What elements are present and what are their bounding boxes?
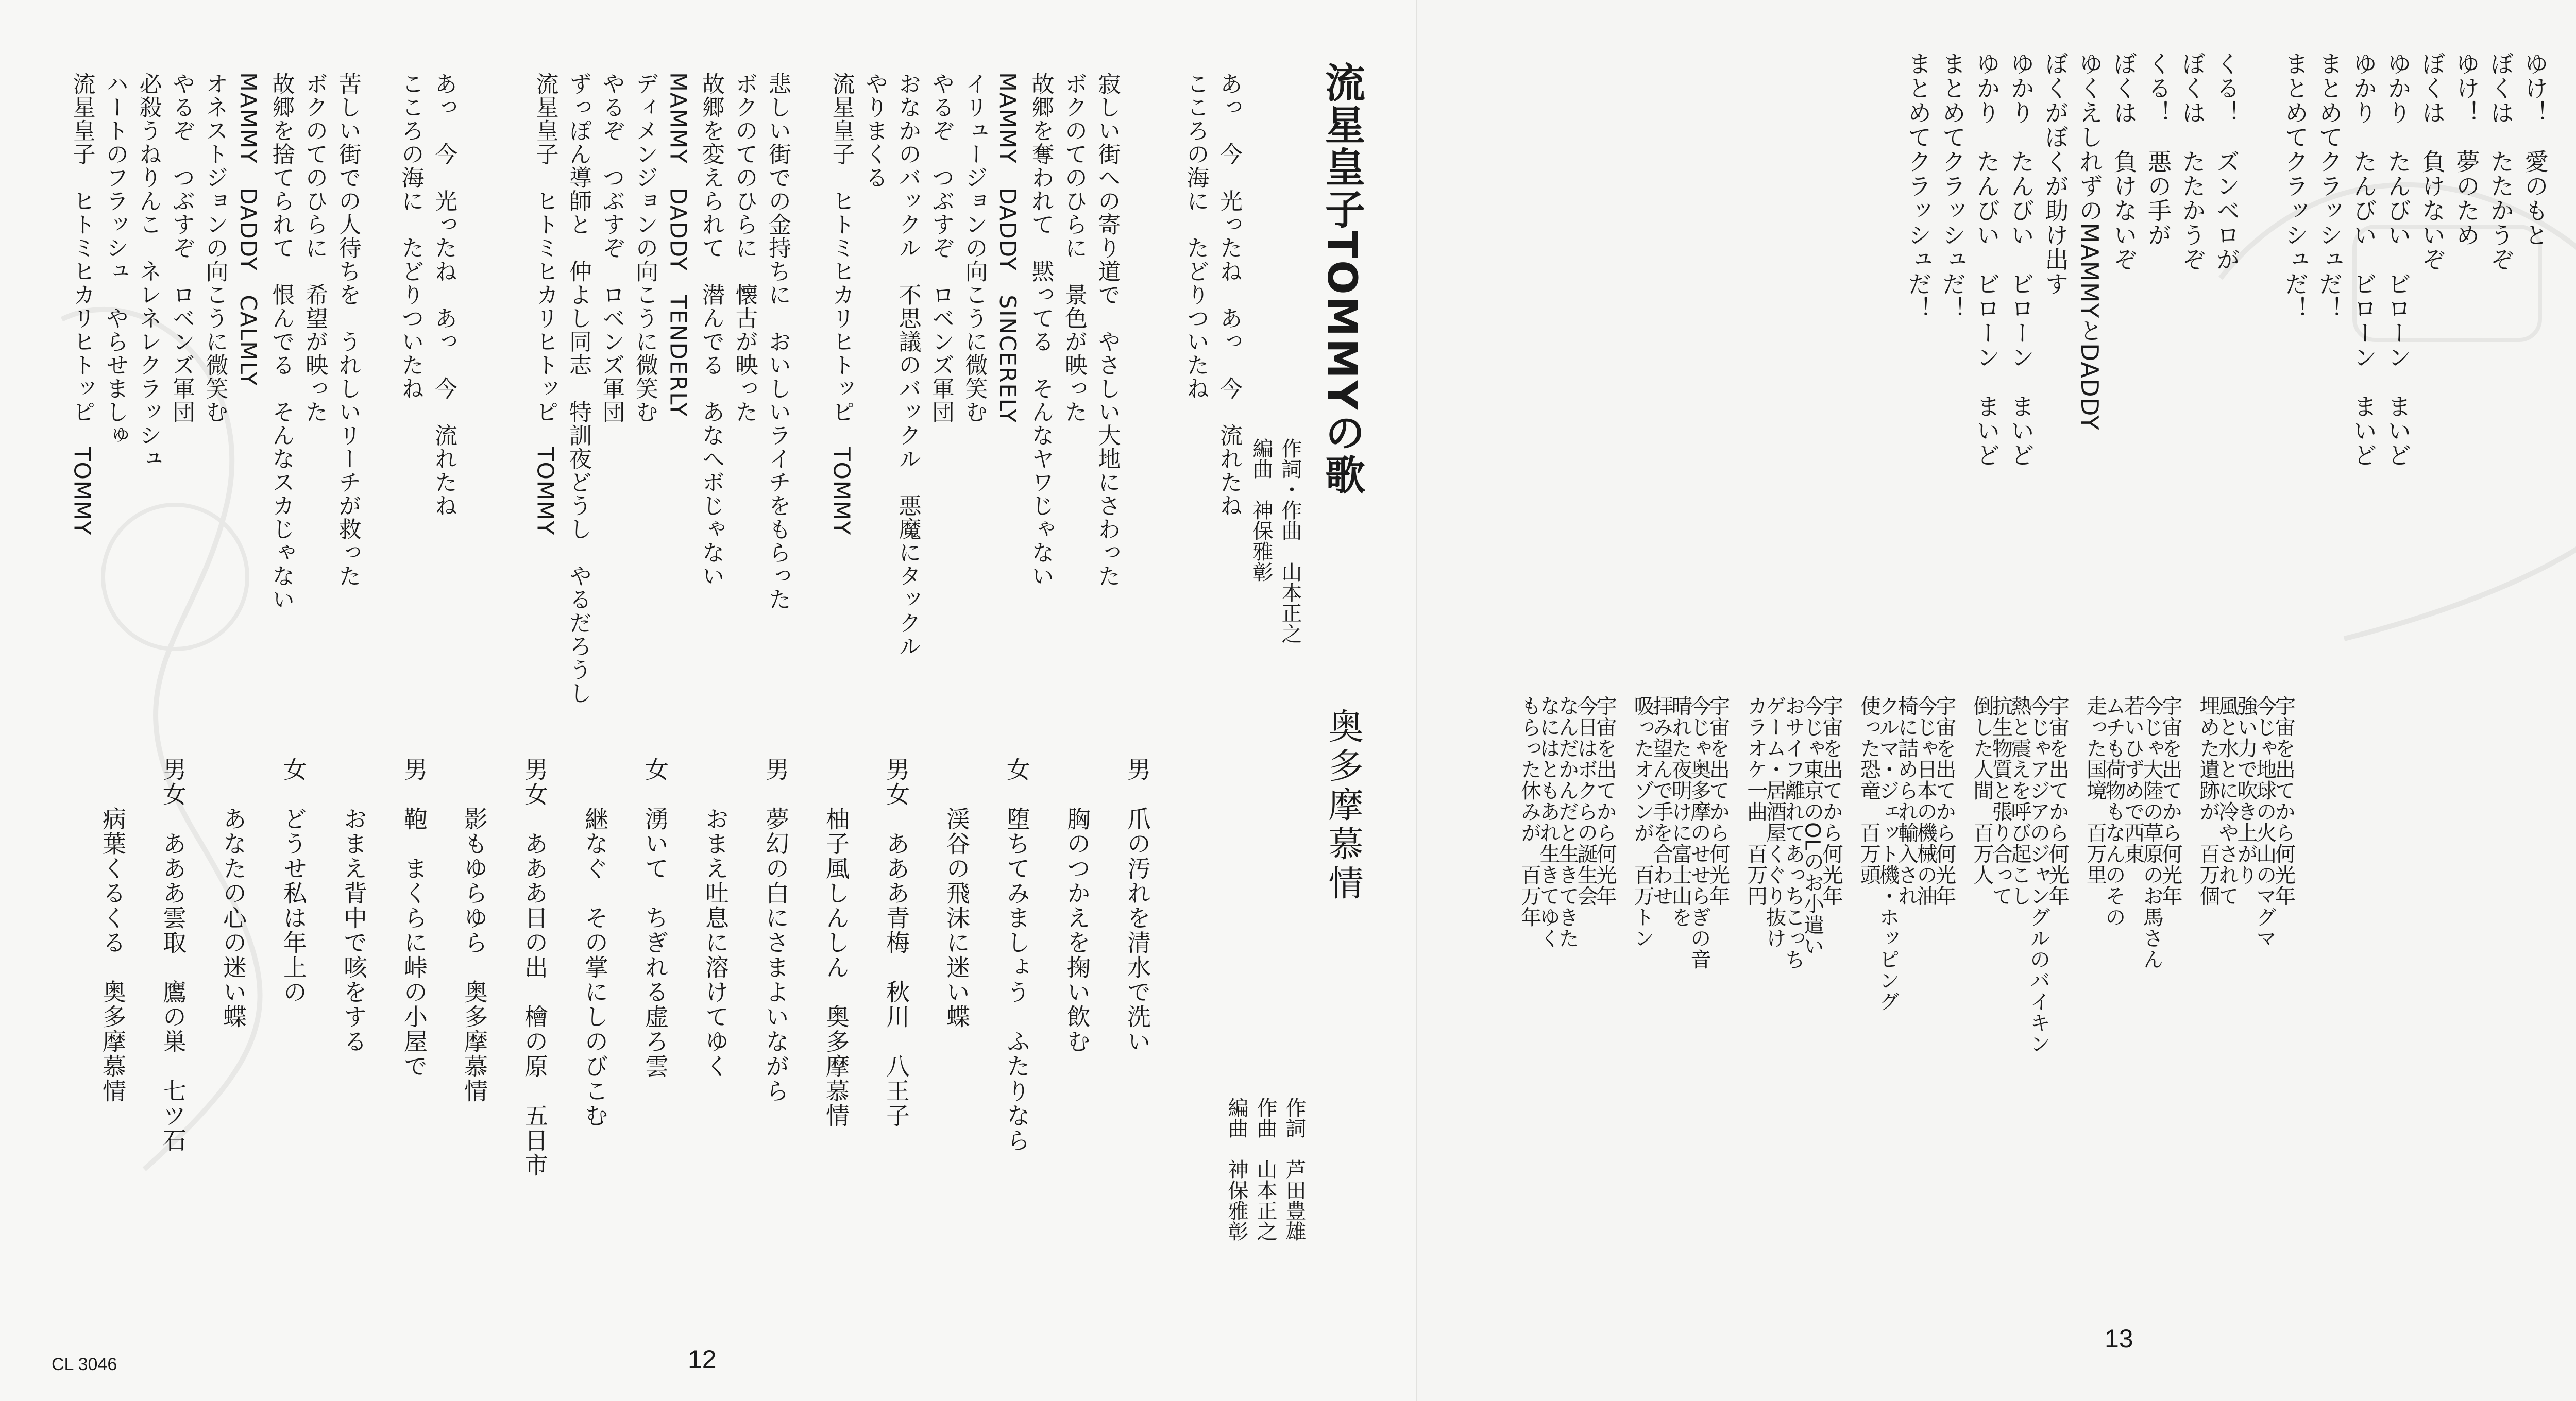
catalog-code-left: CL 3046 [52, 1355, 117, 1374]
song-credit-okutama: 作詞 芦田豊雄 作曲 山本正之 編曲 神保雅彰 [1225, 1097, 1306, 1241]
lyrics-okutama: 男 爪の汚れを清水で洗い 胸のつかえを掬い飲む 女 堕ちてみましょう ふたりなら 渓谷の飛沫に迷い蝶 男女 あああ青梅 秋川 八王子 柚子風しんしん 奥多摩慕情 男 夢幻の白にさまよいながら おまえ吐息に溶けてゆく 女 湧いて ちぎれる虚ろ雲 継なぐ その掌にしのびこむ 男女 あああ日の出 檜の原 五日市 影もゆらゆら 奥多摩慕情 男 鞄 まくらに峠の小屋で おまえ背中で咳をする 女 どうせ私は年上の あなたの心の迷い蝶 男女 あああ雲取 鷹の巣 七ツ石 病葉くるくる 奥多摩慕情 [99, 757, 1151, 1177]
lyrics-verse-4: あっ 今 光ったね あっ 今 流れたね こころの海に たどりついたね [397, 72, 457, 518]
lyrics-tommy-march: ゆけ！ 愛のもと ぼくは たたかうぞ ゆけ！ 夢のため ぼくは 負けないぞ ゆかり たんびい ビローン まいど ゆかり たんびい ビローン まいど まとめてクラッシュだ！ まとめてクラッシュだ！ くる！ ズンベロが ぼくは たたかうぞ くる！ 悪の手が ぼくは 負けないぞ ゆくえしれずのMAMMYとDADDY ぼくがぼくが助け出す ゆかり たんびい ビローン まいど ゆかり たんびい ビローン まいど まとめてクラッシュだ！ まとめてクラッシュだ！ [1904, 52, 2549, 468]
lyrics-verse-2: 寂しい街への寄り道で やさしい大地にさわった ボクのてのひらに 景色が映った 故郷を奪われて 黙ってる そんなヤワじゃない MAMMY DADDY SINCERELY イリュージョンの向こうに微笑む やるぞ つぶすぞ ロベンズ軍団 おなかのバックル 不思議のバックル 悪魔にタックル やりまくる 流星皇子 ヒトミヒカリヒトッピ TOMMY [828, 72, 1121, 658]
lyrics-verse-1: あっ 今 光ったね あっ 今 流れたね こころの海に たどりついたね [1182, 72, 1242, 518]
lyrics-hyakumanbushi: 宇宙を出てから何光年 今じゃ地球の火山のマグマ 強い力で吹き上がり 風と水とに冷やされて 埋めた遺跡が 百万個 宇宙を出てから何光年 今じゃ大陸の草原のお馬さん 若いひずめで西東 ムチも荷物もなんのその 走った国境 百万里 宇宙を出てから何光年 今じゃアジアのジャングルのバイキン 熱と震えを呼び起こし 抗生物質と張り合って 倒した人間 百万人 宇宙を出てから何光年 今じゃ日本の機械の油 椅に詰められ輸入され クルマ・ジェット機・ホッピング 使った恐竜 百万頭 宇宙を出てから何光年 今じゃ東京のOLのお小遣い おサイフ離れてあっちこっち ゲーム・居酒屋くぐり抜け カラオケ一曲 百万円 宇宙を出てから何光年 今じゃ奥多摩のせせらぎの音 晴れた夜明けに富士山を 拝み望んで手を合わせ 吸ったオゾンが 百万トン 宇宙を出てから何光年 今日はボクらの誕生会 なんだかんだと生きてきた なにはともあれ生きてゆく もらった休みが 百万年 [1517, 695, 2296, 1054]
song-credit-ryusei: 作詞・作曲 山本正之 編曲 神保雅彰 [1249, 438, 1302, 644]
song-title-okutama: 奥多摩慕情 [1323, 708, 1363, 904]
lyrics-verse-5: 苦しい街での人待ちを うれしいリーチが救った ボクのてのひらに 希望が映った 故郷を捨てられて 恨んでる そんなスカじゃない MAMMY DADDY CALMLY オネストジョンの向こうに微笑む やるぞ つぶすぞ ロベンズ軍団 必殺うねりんこ ネレネレクラッシュ ハートのフラッシュ やらせましゅ 流星皇子 ヒトミヒカリヒトッピ TOMMY [69, 72, 361, 611]
right-page [1417, 0, 2576, 1401]
song-title-ryusei: 流星皇子TOMMYの歌 [1318, 62, 1365, 497]
page-number-left: 12 [688, 1345, 717, 1374]
lyrics-verse-3: 悲しい街での金持ちに おいしいライチをもらった ボクのてのひらに 懐古が映った 故郷を変えられて 潜んでる あなへボじゃない MAMMY DADDY TENDERLY ディメンジョンの向こうに微笑む やるぞ つぶすぞ ロベンズ軍団 ずっぽん導師と 仲よし同志 特訓夜どうし やるだろうし 流星皇子 ヒトミヒカリヒトッピ TOMMY [532, 72, 791, 705]
page-number-right: 13 [2105, 1324, 2133, 1353]
